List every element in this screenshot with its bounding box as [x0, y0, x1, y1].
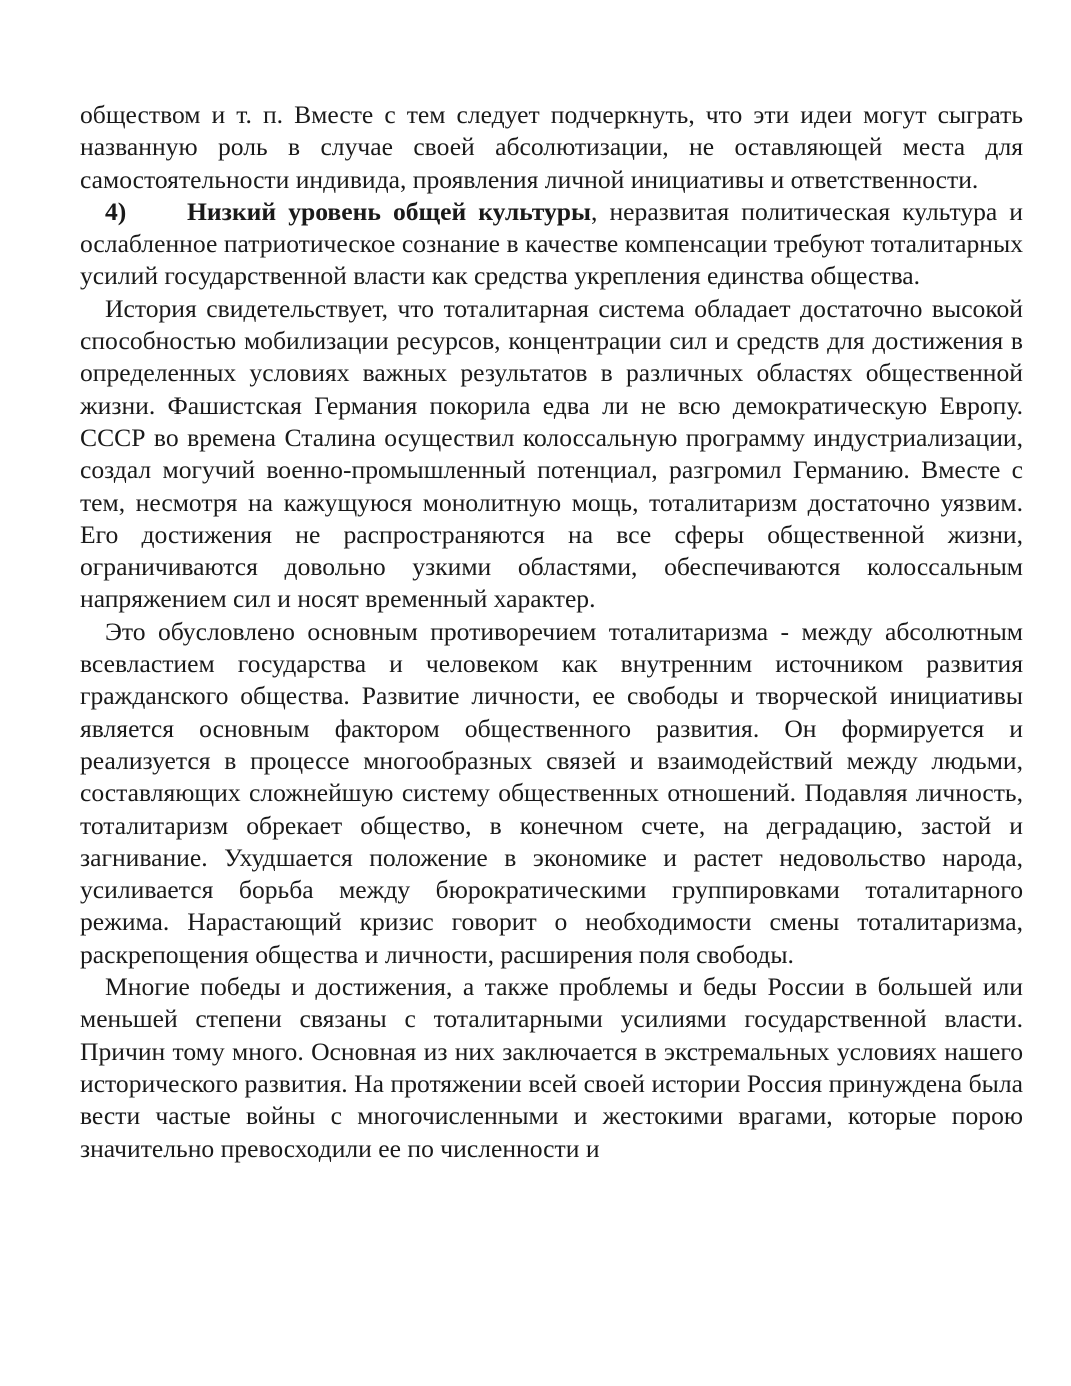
paragraph-history: История свидетельствует, что тоталитарная система обладает достаточно высокой способностью мобилизации ресурсов, концентрации сил и средств для достижения в определенных условиях важных результатов в различных областях общественной жизни. Фашистская Германия покорила едва ли не всю демократическую Европу. СССР во времена Сталина осуществил колоссальную программу индустриализации, создал могучий военно-промышленный потенциал, разгромил Германию. Вместе с тем, несмотря на кажущуюся монолитную мощь, тоталитаризм достаточно уязвим. Его достижения не распространяются на все сферы общественной жизни, ограничиваются довольно узкими областями, обеспечиваются колоссальным напряжением сил и носят временный характер. [80, 293, 1023, 614]
document-page [80, 99, 1023, 1165]
list-item-text: , неразвитая политическая культура и ослабленное патриотическое сознание в качестве компенсации требуют тоталитарных усилий государственной власти как средства укрепления единства общества. [80, 196, 1023, 291]
paragraph-continuation: обществом и т. п. Вместе с тем следует подчеркнуть, что эти идеи могут сыграть названную роль в случае своей абсолютизации, не оставляющей места для самостоятельности индивида, проявления личной инициативы и ответственности. [80, 100, 1023, 194]
list-item-bold-term: Низкий уровень общей культуры [187, 196, 592, 226]
paragraph-russia: Многие победы и достижения, а также проблемы и беды России в большей или меньшей степени связаны с тоталитарными усилиями государственной власти. Причин тому много. Основная из них заключается в экстремальных условиях нашего исторического развития. На протяжении всей своей истории Россия принуждена была вести частые войны с многочисленными и жестокими врагами, которые порою значительно превосходили ее по численности и [80, 972, 1023, 1163]
list-item-4 [80, 196, 1023, 293]
paragraph-contradiction: Это обусловлено основным противоречием тоталитаризма - между абсолютным всевластием государства и человеком как внутренним источником развития гражданского общества. Развитие личности, ее свободы и творческой инициативы является основным фактором общественного развития. Он формируется и реализуется в процессе многообразных связей и взаимодействий между людьми, составляющих сложнейшую систему общественных отношений. Подавляя личность, тоталитаризм обрекает общество, в конечном счете, на деградацию, застой и загнивание. Ухудшается положение в экономике и растет недовольство народа, усиливается борьба между бюрократическими группировками тоталитарного режима. Нарастающий кризис говорит о необходимости смены тоталитаризма, раскрепощения общества и личности, расширения поля свободы. [80, 616, 1023, 969]
list-item-number: 4) [105, 196, 127, 226]
